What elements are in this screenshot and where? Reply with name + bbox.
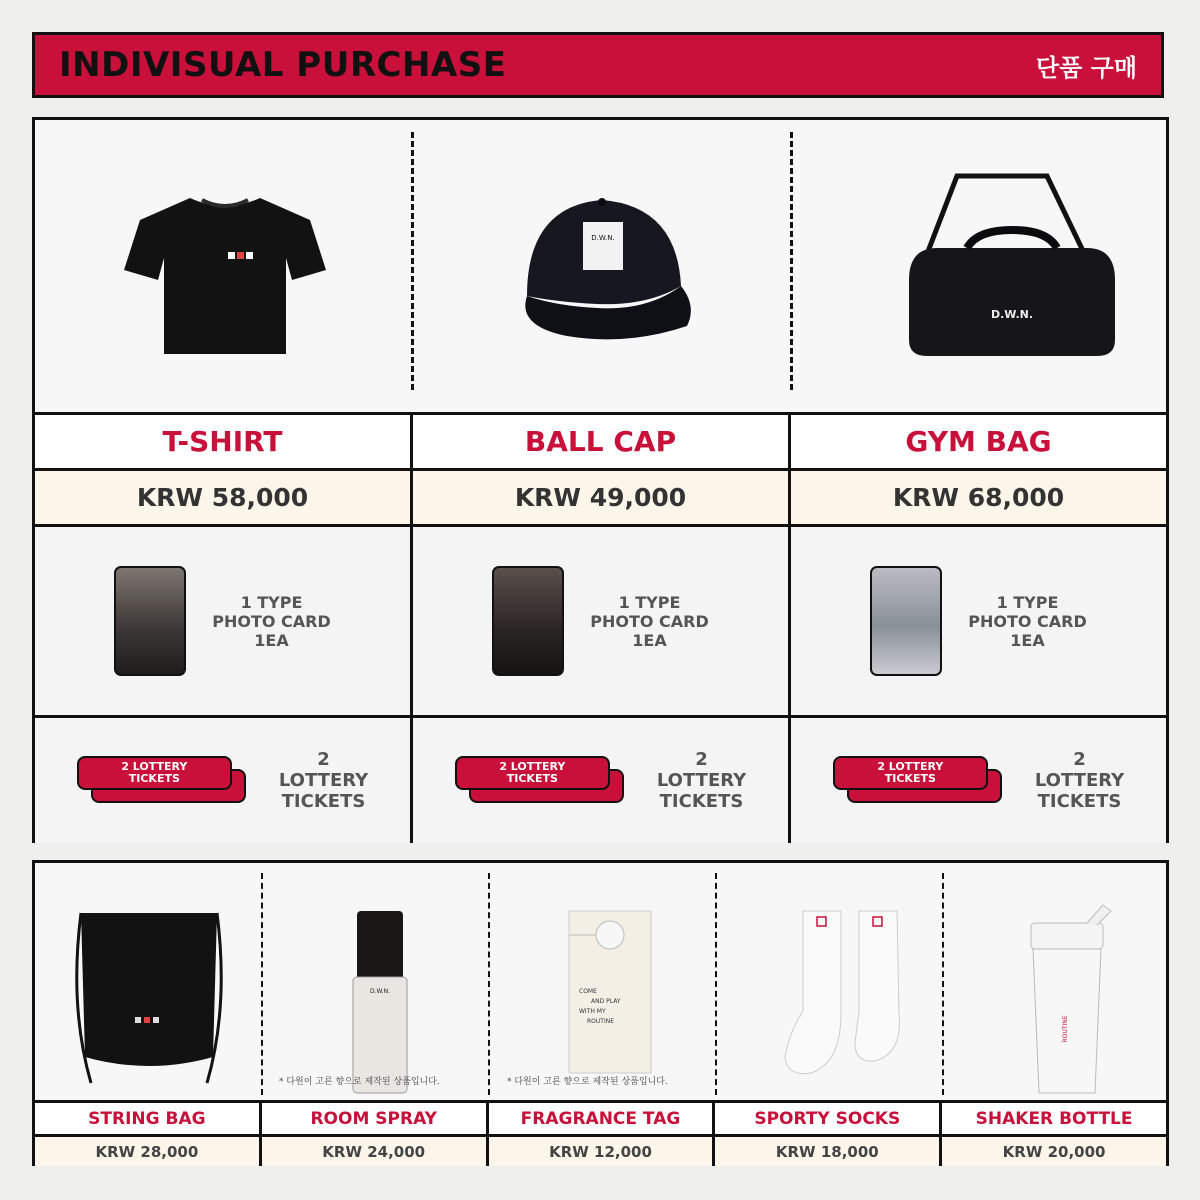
divider xyxy=(715,873,717,1095)
product-name: SHAKER BOTTLE xyxy=(939,1103,1166,1134)
svg-text:AND PLAY: AND PLAY xyxy=(591,998,621,1005)
lottery-cell xyxy=(788,718,1166,843)
product-name: STRING BAG xyxy=(88,1108,206,1129)
divider xyxy=(488,873,490,1095)
sub-product-prices-row xyxy=(35,1134,1166,1166)
product-name: FRAGRANCE TAG xyxy=(486,1103,713,1134)
product-prices-row xyxy=(35,468,1166,524)
photocard-thumbnail[interactable] xyxy=(114,566,186,676)
lottery-label: 2 LOTTERY TICKETS xyxy=(1034,749,1125,812)
divider xyxy=(942,873,944,1095)
product-price: KRW 58,000 xyxy=(136,483,309,512)
photocard-label: 1 TYPE PHOTO CARD 1EA xyxy=(212,592,331,650)
lottery-ticket-badge: 2 LOTTERY TICKETS xyxy=(77,756,249,806)
product-price: KRW 28,000 xyxy=(95,1142,199,1161)
product-price: KRW 20,000 xyxy=(939,1137,1166,1166)
shakerbottle-image[interactable] xyxy=(1017,899,1117,1099)
divider xyxy=(261,873,263,1095)
sub-product-names-row xyxy=(35,1100,1166,1134)
photocard-label: 1 TYPE PHOTO CARD 1EA xyxy=(590,592,709,650)
svg-text:ROUTINE: ROUTINE xyxy=(587,1018,614,1025)
product-name: T-SHIRT xyxy=(162,425,283,458)
svg-text:WITH MY: WITH MY xyxy=(579,1008,606,1015)
tshirt-image[interactable] xyxy=(120,190,330,360)
roomspray-image[interactable] xyxy=(345,907,415,1097)
product-note: * 다원이 고른 향으로 제작된 상품입니다. xyxy=(507,1077,668,1087)
photocard-thumbnail[interactable] xyxy=(870,566,942,676)
fragrancetag-image[interactable] xyxy=(565,907,655,1077)
photocard-label: 1 TYPE PHOTO CARD 1EA xyxy=(968,592,1087,650)
sub-product-images-row xyxy=(35,863,1166,1100)
sub-products-table xyxy=(32,860,1169,1166)
gymbag-brand: D.W.N. xyxy=(990,308,1034,321)
lottery-ticket-badge: 2 LOTTERY TICKETS xyxy=(455,756,627,806)
roomspray-brand: D.W.N. xyxy=(369,988,391,995)
product-price: KRW 12,000 xyxy=(486,1137,713,1166)
product-price: KRW 68,000 xyxy=(788,471,1166,524)
product-images-row xyxy=(35,120,1166,412)
product-name: ROOM SPRAY xyxy=(259,1103,486,1134)
photocard-thumbnail[interactable] xyxy=(492,566,564,676)
photocard-cell xyxy=(35,527,410,715)
product-name: GYM BAG xyxy=(788,415,1166,468)
ballcap-image[interactable] xyxy=(497,186,717,356)
lottery-cell xyxy=(35,718,410,843)
main-products-table xyxy=(32,117,1169,843)
cap-patch-brand: D.W.N. xyxy=(591,234,615,242)
product-price: KRW 24,000 xyxy=(259,1137,486,1166)
stringbag-image[interactable] xyxy=(69,907,229,1097)
photocard-cell xyxy=(788,527,1166,715)
product-note: * 다원이 고른 향으로 제작된 상품입니다. xyxy=(279,1077,440,1087)
photocard-cell xyxy=(410,527,788,715)
socks-image[interactable] xyxy=(775,903,925,1083)
lottery-label: 2 LOTTERY TICKETS xyxy=(656,749,747,812)
product-price: KRW 49,000 xyxy=(410,471,788,524)
product-names-row xyxy=(35,412,1166,468)
divider xyxy=(411,132,414,390)
lottery-row xyxy=(35,715,1166,843)
gymbag-image[interactable] xyxy=(897,170,1127,370)
page-title: INDIVISUAL PURCHASE xyxy=(59,45,507,85)
lottery-cell xyxy=(410,718,788,843)
svg-text:ROUTINE: ROUTINE xyxy=(1062,1015,1069,1043)
title-banner xyxy=(32,32,1164,98)
product-name: SPORTY SOCKS xyxy=(712,1103,939,1134)
product-price: KRW 18,000 xyxy=(712,1137,939,1166)
lottery-ticket-badge: 2 LOTTERY TICKETS xyxy=(833,756,1005,806)
svg-text:COME: COME xyxy=(579,988,597,995)
divider xyxy=(790,132,793,390)
page-title-korean: 단품 구매 xyxy=(1035,53,1137,82)
lottery-label: 2 LOTTERY TICKETS xyxy=(278,749,369,812)
product-name: BALL CAP xyxy=(410,415,788,468)
photocard-row xyxy=(35,524,1166,715)
